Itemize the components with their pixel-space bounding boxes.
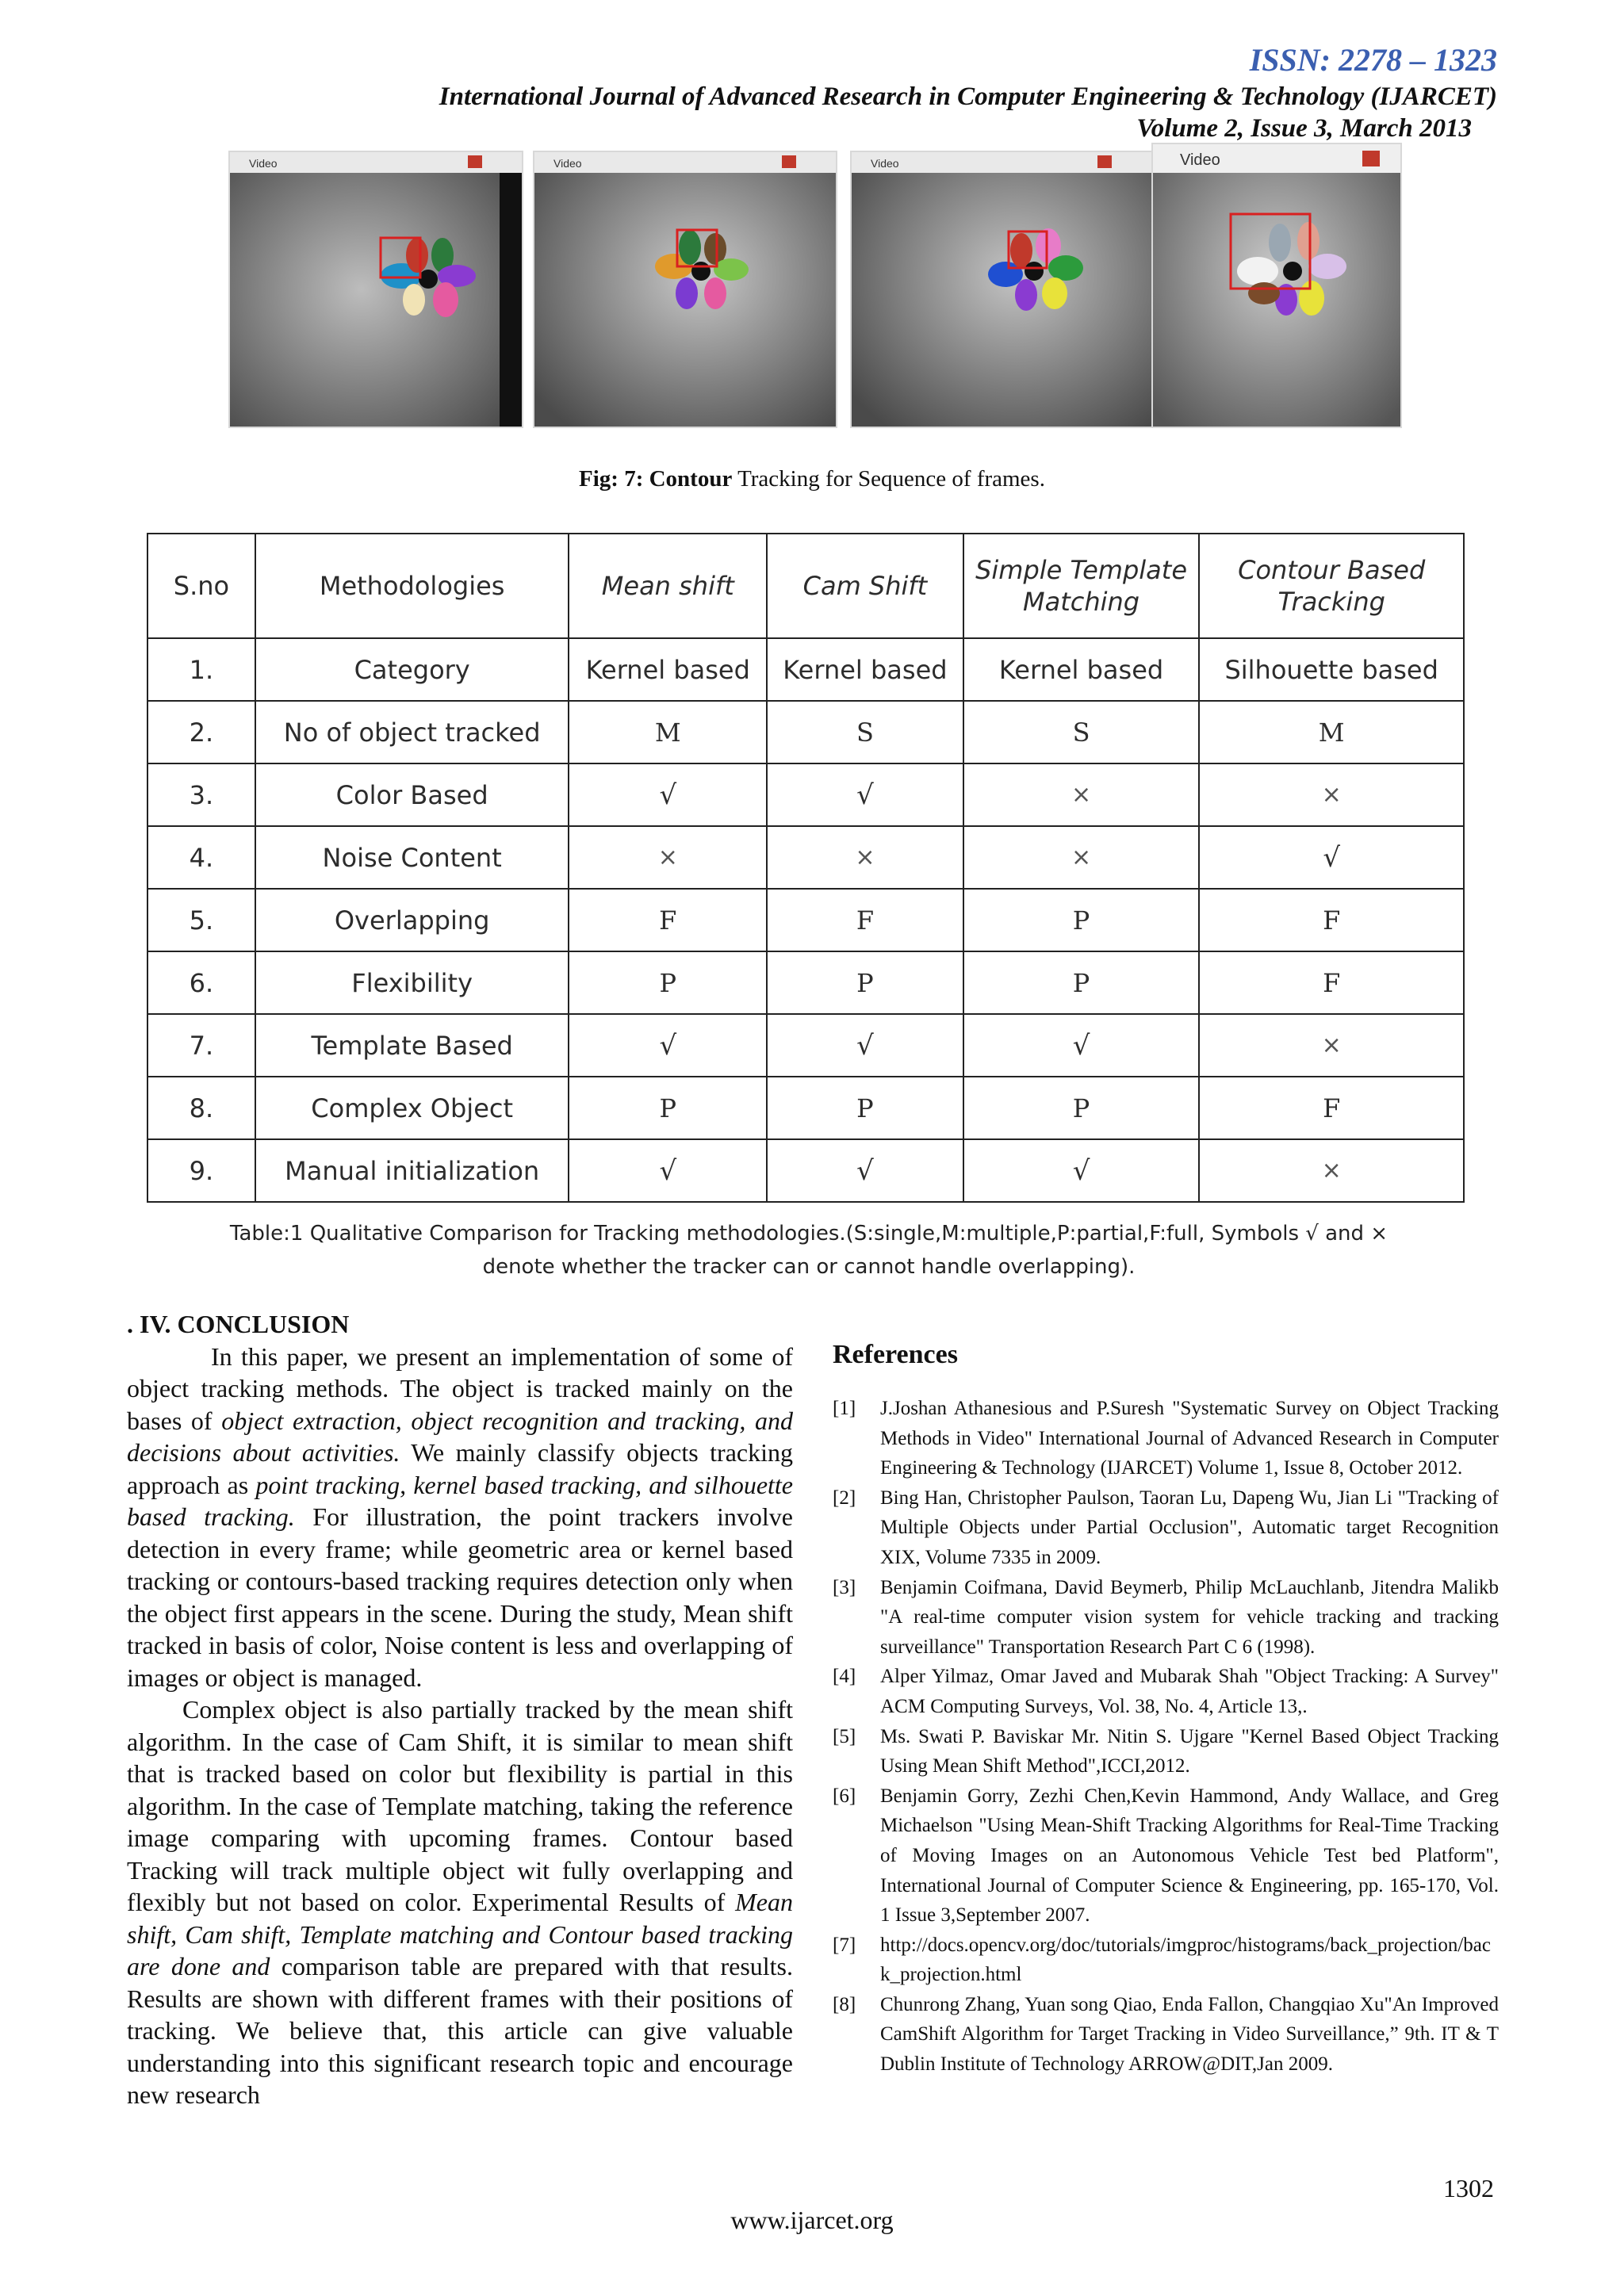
journal-title: International Journal of Advanced Research in Computer Engineering & Technology (IJARCET) bbox=[439, 82, 1497, 111]
video-frame-2 bbox=[533, 151, 837, 428]
footer-website[interactable]: www.ijarcet.org bbox=[730, 2206, 894, 2234]
comparison-table bbox=[147, 533, 1465, 1203]
video-frame-4 bbox=[1151, 143, 1402, 428]
table-cell: P bbox=[963, 889, 1200, 951]
table-cell: Template Based bbox=[255, 1014, 569, 1077]
check-icon: √ bbox=[767, 763, 963, 826]
conclusion-paragraph-1 bbox=[127, 1341, 793, 1694]
table-cell: Flexibility bbox=[255, 951, 569, 1014]
reference-item bbox=[833, 1781, 1499, 1931]
references-section bbox=[833, 1340, 1499, 2080]
header-mean-shift: Mean shift bbox=[569, 534, 767, 638]
figure-caption bbox=[0, 466, 1624, 492]
table-cell: Kernel based bbox=[569, 638, 767, 701]
cross-icon: × bbox=[1199, 1139, 1464, 1202]
reference-item bbox=[833, 1990, 1499, 2080]
table-cell: 4. bbox=[147, 826, 255, 889]
table-cell: 1. bbox=[147, 638, 255, 701]
reference-text: Alper Yilmaz, Omar Javed and Mubarak Shah "Object Tracking: A Survey" ACM Computing Surveys, Vol. 38, No. 4, Article 13,. bbox=[880, 1666, 1499, 1717]
video-frame-1 bbox=[228, 151, 523, 428]
header-sno: S.no bbox=[147, 534, 255, 638]
cross-icon: × bbox=[569, 826, 767, 889]
table-cell: P bbox=[767, 1077, 963, 1139]
table-header-row bbox=[147, 534, 1464, 638]
reference-text: Ms. Swati P. Baviskar Mr. Nitin S. Ujgare "Kernel Based Object Tracking Using Mean Shift Method",ICCI,2012. bbox=[880, 1725, 1499, 1777]
reference-item bbox=[833, 1394, 1499, 1483]
figure-caption-bold: Contour bbox=[649, 466, 733, 492]
table-row bbox=[147, 826, 1464, 889]
table-cell: P bbox=[569, 1077, 767, 1139]
check-icon: √ bbox=[767, 1139, 963, 1202]
reference-number: [6] bbox=[833, 1785, 856, 1807]
reference-number: [8] bbox=[833, 1993, 856, 2015]
check-icon: √ bbox=[1199, 826, 1464, 889]
reference-item bbox=[833, 1483, 1499, 1573]
table-cell: Noise Content bbox=[255, 826, 569, 889]
video-frame-3 bbox=[850, 151, 1153, 428]
reference-number: [2] bbox=[833, 1487, 856, 1509]
reference-text: J.Joshan Athanesious and P.Suresh "Systematic Survey on Object Tracking Methods in Video" International Journal of Advanced Research in Computer Engineering & Technology (IJARCET) Volume 1, Issue 8, October 2012. bbox=[880, 1398, 1499, 1479]
table-cell: F bbox=[569, 889, 767, 951]
reference-text: Bing Han, Christopher Paulson, Taoran Lu, Dapeng Wu, Jian Li "Tracking of Multiple Objects under Partial Occlusion", Automatic target Recognition XIX, Volume 7335 in 2009. bbox=[880, 1487, 1499, 1568]
table-cell: Category bbox=[255, 638, 569, 701]
text-run-italic: object extraction, object recognition and tracking, and decisions about activities. bbox=[127, 1406, 793, 1467]
table-cell: 3. bbox=[147, 763, 255, 826]
reference-item bbox=[833, 1662, 1499, 1721]
table-cell: Silhouette based bbox=[1199, 638, 1464, 701]
table-cell: 8. bbox=[147, 1077, 255, 1139]
figure-caption-rest: Tracking for Sequence of frames. bbox=[737, 466, 1045, 492]
table-caption-line1: Table:1 Qualitative Comparison for Tracking methodologies.(S:single,M:multiple,P:partial,F:full, Symbols √ and × bbox=[229, 1222, 1388, 1246]
figure-caption-prefix: Fig: 7: bbox=[579, 466, 644, 492]
table-cell: F bbox=[1199, 1077, 1464, 1139]
table-row bbox=[147, 638, 1464, 701]
table-cell: P bbox=[767, 951, 963, 1014]
reference-number: [5] bbox=[833, 1725, 856, 1747]
reference-link[interactable]: http://docs.opencv.org/doc/tutorials/imgproc/histograms/back_projection/back_projection.html bbox=[880, 1934, 1491, 1986]
table-caption bbox=[143, 1217, 1475, 1284]
table-row bbox=[147, 889, 1464, 951]
table-row bbox=[147, 763, 1464, 826]
table-cell: Complex Object bbox=[255, 1077, 569, 1139]
issn: ISSN: 2278 – 1323 bbox=[1249, 42, 1497, 78]
table-cell: 2. bbox=[147, 701, 255, 763]
check-icon: √ bbox=[767, 1014, 963, 1077]
table-row bbox=[147, 701, 1464, 763]
cross-icon: × bbox=[963, 763, 1200, 826]
table-cell: Overlapping bbox=[255, 889, 569, 951]
table-cell: 7. bbox=[147, 1014, 255, 1077]
table-cell: P bbox=[963, 951, 1200, 1014]
table-cell: P bbox=[963, 1077, 1200, 1139]
table-cell: S bbox=[767, 701, 963, 763]
page-number: 1302 bbox=[1443, 2174, 1494, 2202]
check-icon: √ bbox=[963, 1014, 1200, 1077]
reference-item bbox=[833, 1931, 1499, 1990]
table-cell: F bbox=[767, 889, 963, 951]
table-row bbox=[147, 1139, 1464, 1202]
frame-1-title: Video bbox=[249, 157, 278, 170]
table-cell: F bbox=[1199, 889, 1464, 951]
text-run: We mainly classify objects tracking approach as bbox=[127, 1438, 794, 1499]
table-cell: M bbox=[1199, 701, 1464, 763]
text-run-italic: Mean shift, Cam shift, Template matching and Contour based tracking are done and bbox=[127, 1888, 793, 1980]
conclusion-paragraph-2 bbox=[127, 1693, 793, 2111]
header-contour-tracking: Contour Based Tracking bbox=[1199, 534, 1464, 638]
table-cell: 5. bbox=[147, 889, 255, 951]
header-template-matching: Simple Template Matching bbox=[963, 534, 1200, 638]
frame-3-title: Video bbox=[871, 157, 899, 170]
text-run-italic: point tracking, kernel based tracking, and silhouette based tracking. bbox=[127, 1470, 794, 1531]
check-icon: √ bbox=[569, 1014, 767, 1077]
reference-number: [3] bbox=[833, 1576, 856, 1598]
conclusion-heading: . IV. CONCLUSION bbox=[127, 1310, 350, 1338]
reference-number: [4] bbox=[833, 1666, 856, 1688]
reference-text: Benjamin Gorry, Zezhi Chen,Kevin Hammond, Andy Wallace, and Greg Michaelson "Using Mean-Shift Tracking Algorithms for Real-Time Tracking of Moving Images on an Autonomous Vehicle Test bed Platform", International Journal of Computer Science & Engineering, pp. 165-170, Vol. 1 Issue 3,September 2007. bbox=[880, 1785, 1499, 1927]
check-icon: √ bbox=[569, 1139, 767, 1202]
header-cam-shift: Cam Shift bbox=[767, 534, 963, 638]
table-cell: M bbox=[569, 701, 767, 763]
table-cell: F bbox=[1199, 951, 1464, 1014]
cross-icon: × bbox=[1199, 763, 1464, 826]
frame-4-title: Video bbox=[1180, 151, 1220, 169]
volume-info: Volume 2, Issue 3, March 2013 bbox=[1136, 114, 1472, 143]
text-run: comparison table are prepared with that results. Results are shown with different frames with their positions of tracking. We believe that, this article can give valuable understanding into this significant research topic and encourage new research bbox=[127, 1952, 794, 2109]
table-cell: Kernel based bbox=[963, 638, 1200, 701]
reference-text: Benjamin Coifmana, David Beymerb, Philip McLauchlanb, Jitendra Malikb "A real-time computer vision system for vehicle tracking and tracking surveillance" Transportation Research Part C 6 (1998). bbox=[880, 1576, 1499, 1658]
table-cell: 9. bbox=[147, 1139, 255, 1202]
header-methodologies: Methodologies bbox=[255, 534, 569, 638]
table-row bbox=[147, 1077, 1464, 1139]
cross-icon: × bbox=[767, 826, 963, 889]
reference-text: Chunrong Zhang, Yuan song Qiao, Enda Fallon, Changqiao Xu"An Improved CamShift Algorithm for Target Tracking in Video Surveillance,” 9th. IT & T Dublin Institute of Technology ARROW@DIT,Jan 2009. bbox=[880, 1993, 1499, 2076]
frame-2-title: Video bbox=[553, 157, 582, 170]
text-run: In this paper, we present an implementation of some of object tracking methods. The object is tracked mainly on the bases of bbox=[127, 1341, 793, 1435]
references-heading: References bbox=[833, 1340, 958, 1369]
reference-item bbox=[833, 1722, 1499, 1781]
reference-number: [1] bbox=[833, 1398, 856, 1419]
check-icon: √ bbox=[963, 1139, 1200, 1202]
text-run: For illustration, the point trackers involve detection in every frame; while geometric area or kernel based tracking or contours-based tracking requires detection only when the object first appears in the scene. During the study, Mean shift tracked in basis of color, Noise content is less and overlapping of images or object is managed. bbox=[127, 1502, 794, 1692]
table-cell: Manual initialization bbox=[255, 1139, 569, 1202]
text-run: Complex object is also partially tracked by the mean shift algorithm. In the case of Cam Shift, it is similar to mean shift that is tracked based on color but flexibility is partial in this algorithm. In the case of Template matching, taking the reference image comparing with upcoming frames. Contour based Tracking will track multiple object wit fully overlapping and flexibly but not based on color. Experimental Results of bbox=[127, 1695, 793, 1916]
table-row bbox=[147, 1014, 1464, 1077]
table-caption-line2: denote whether the tracker can or cannot handle overlapping). bbox=[482, 1255, 1136, 1279]
table-row bbox=[147, 951, 1464, 1014]
table-cell: P bbox=[569, 951, 767, 1014]
table-cell: 6. bbox=[147, 951, 255, 1014]
cross-icon: × bbox=[963, 826, 1200, 889]
table-cell: Kernel based bbox=[767, 638, 963, 701]
table-cell: No of object tracked bbox=[255, 701, 569, 763]
table-cell: Color Based bbox=[255, 763, 569, 826]
reference-item bbox=[833, 1573, 1499, 1663]
check-icon: √ bbox=[569, 763, 767, 826]
cross-icon: × bbox=[1199, 1014, 1464, 1077]
reference-number: [7] bbox=[833, 1934, 856, 1956]
conclusion-section bbox=[127, 1308, 793, 2111]
table-cell: S bbox=[963, 701, 1200, 763]
